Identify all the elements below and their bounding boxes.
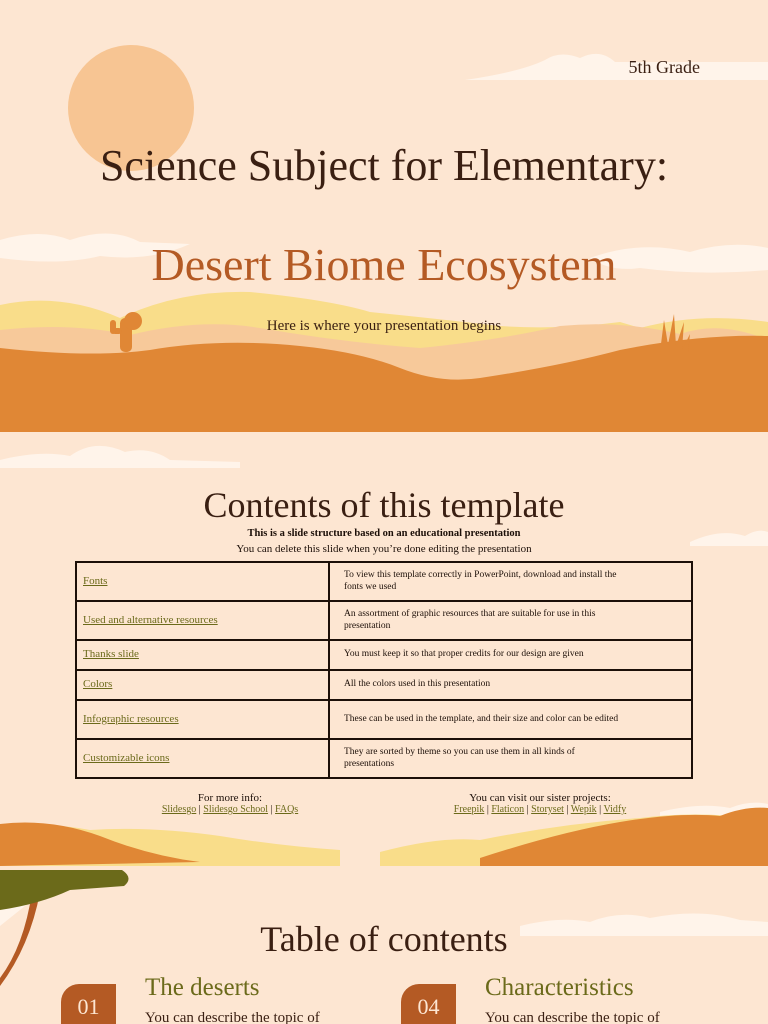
table-row <box>76 739 692 778</box>
resource-description: You must keep it so that proper credits for our design are given <box>329 640 692 670</box>
resource-link-fonts[interactable]: Fonts <box>83 574 108 587</box>
resource-description: An assortment of graphic resources that are suitable for use in this presentation <box>329 601 692 640</box>
resource-description: These can be used in the template, and their size and color can be edited <box>329 700 692 739</box>
grade-label: 5th Grade <box>628 57 700 77</box>
section-title: The deserts <box>145 974 260 1001</box>
resource-description: To view this template correctly in PowerPoint, download and install the fonts we used <box>329 562 692 601</box>
section-description: You can describe the topic of <box>485 1010 660 1024</box>
slide-title-emphasis: Desert Biome Ecosystem <box>151 239 617 290</box>
link-flaticon[interactable]: Flaticon <box>491 804 525 815</box>
table-row <box>76 562 692 601</box>
link-wepik[interactable]: Wepik <box>570 804 597 815</box>
section-number-badge: 01 <box>61 984 116 1024</box>
link-vidfy[interactable]: Vidfy <box>603 804 627 815</box>
link-freepik[interactable]: Freepik <box>453 804 485 815</box>
more-info-block <box>130 792 330 815</box>
cloud-icon <box>465 54 768 80</box>
link-storyset[interactable]: Storyset <box>531 804 564 815</box>
table-of-contents-slide <box>0 866 768 1024</box>
link-slidesgo[interactable]: Slidesgo <box>161 804 197 815</box>
slide-title: Science Subject for Elementary: <box>99 141 669 190</box>
resource-link-icons[interactable]: Customizable icons <box>83 751 170 764</box>
resource-description: They are sorted by theme so you can use them in all kinds of presentations <box>329 739 692 778</box>
table-row <box>76 700 692 739</box>
section-number-badge: 04 <box>401 984 456 1024</box>
resource-link-thanks-slide[interactable]: Thanks slide <box>83 648 139 661</box>
resources-table <box>75 561 693 779</box>
more-info-links: Slidesgo | Slidesgo School | FAQs <box>161 804 299 815</box>
link-slidesgo-school[interactable]: Slidesgo School <box>203 804 269 815</box>
resource-link-colors[interactable]: Colors <box>83 678 113 691</box>
contents-subtitle: You can delete this slide when you’re done editing the presentation <box>236 543 532 555</box>
contents-subtitle-bold: This is a slide structure based on an educational presentation <box>247 528 521 539</box>
resource-description: All the colors used in this presentation <box>329 670 692 700</box>
toc-title: Table of contents <box>260 919 508 959</box>
table-row <box>76 640 692 670</box>
link-faqs[interactable]: FAQs <box>275 804 299 815</box>
section-title: Characteristics <box>485 974 634 1001</box>
cloud-icon <box>0 446 240 468</box>
sister-projects-label: You can visit our sister projects: <box>469 792 611 804</box>
table-row <box>76 601 692 640</box>
contents-slide <box>0 432 768 866</box>
sister-projects-block <box>420 792 660 815</box>
table-row <box>76 670 692 700</box>
slide-subtitle: Here is where your presentation begins <box>266 318 502 334</box>
more-info-label: For more info: <box>197 792 263 804</box>
resource-link-used-alternative[interactable]: Used and alternative resources <box>83 613 218 626</box>
contents-title: Contents of this template <box>203 485 565 525</box>
sister-projects-links: Freepik | Flaticon | Storyset | Wepik | Vidfy <box>453 804 627 815</box>
title-slide <box>0 0 768 432</box>
resource-link-infographic[interactable]: Infographic resources <box>83 712 179 725</box>
section-description: You can describe the topic of <box>145 1010 320 1024</box>
